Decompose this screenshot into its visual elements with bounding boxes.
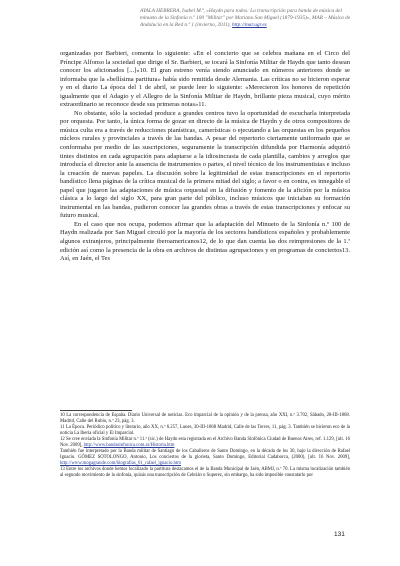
header-journal-link[interactable]: http://mar.ugr.es [232, 22, 267, 29]
footnote-12 [60, 437, 350, 449]
paragraph-3: En el caso que nos ocupa, podemos afirmar que la adaptación del Minueto de la Sinfonía n.º 100 de Haydn realizada por San Miguel circuló por la mayoría de los sectores bandísticos españoles y probablemente algunos extranjeros, principalmente iberoamericanos12, de lo que dan cuenta las dos reimpresiones de la 1.ª edición así como la presencia de la obra en archivos de distintas agrupaciones y en programas de conciertos13. Así, en Jaén, el Tes [60, 220, 350, 263]
paragraph-1: organizadas por Barbieri, comenta lo siguiente: «En el concierto que se celebra mañana en el Circo del Príncipe Alfonso la sociedad que dirige el Sr. Barbieri, se tocará la Sinfonía Militar de Haydn que tanto desean conocer los aficionados [...]»10. El gran estreno venía siendo anunciado en números anteriores donde se informaba que la «bellísima partitura» había sido remitida desde Alemania. Las críticas no se hicieron esperar y en el diario La época del 1 de abril, se puede leer lo siguiente: «Merecieron los honores de repetición igualmente que el Adagio y el Allegro de la Sinfonía Militar de Haydn, brillante pieza musical, cuyo mérito extraordinario se reconoce desde sus primeras notas»11. [60, 50, 350, 109]
footnote-12-link[interactable]: http://www.bandasinfonica.com.ar/Historia.htm [83, 443, 175, 448]
footnote-12-continued [60, 449, 350, 467]
footnote-separator [60, 410, 132, 411]
footnote-12b-link[interactable]: http://www.mogagrande.com/biografias_01_rafael_ignacio.htm [60, 461, 181, 466]
footnote-10: 10 La correspondencia de España. Diario Universal de noticias. Eco imparcial de la opinión y de la prensa, año XXI, n.º 3.702, Sábado, 28-III-1868. Madrid, Calle del Rubio, n.º 23, pág. 3. [60, 413, 350, 424]
footnote-13: 13 Entre los archivos donde hemos localizado la partitura destacamos el de la Banda Municipal de Jaén, ABMJ, n.º 70. La misma localización también al segundo movimiento de la sinfonía, quizás una transcripción de Cebrián o Superez, sin embargo, ha sido imposible constatarlo por [60, 467, 350, 478]
page-number: 131 [334, 531, 345, 538]
header-line-1: AYALA HERRERA, Isabel M.ª, «Haydn para todos: La transcripción para banda de música del [140, 8, 342, 14]
main-text [60, 50, 350, 264]
header-line-2: minueto de la Sinfonía n.º 100 "Militar" por Mariano San Miguel (1879-1935)», MAR – Música de [140, 15, 351, 22]
header-line-3 [140, 22, 390, 29]
footnotes [60, 413, 350, 479]
running-header [140, 8, 390, 30]
footnote-11: 11 La Época. Periódico político y literario, año XX, n.º 6.257, Lunes, 30-III-1868 Madrid, Calle de las Torres, 11, pág. 3. También se hicieron eco de la noticia La Iberia oficial y El Imparcial. [60, 425, 350, 436]
footnote-12b-text: También fue interpretado por la Banda militar de Santiago de los Caballeros de Santo Domingo, en la década de los 30, bajo la dirección de Rafael Ignacio. GÓMEZ SOTOLONGO, Antonio, Los conciertos de la glorieta, Santo Domingo, Editorial Cadaborca, (2000), [ult. 16 Nov. 2009], [60, 449, 350, 460]
header-line-3-text: Andalucía en la Red n.º 1 (invierno, 2011), [140, 22, 233, 29]
paragraph-2: No obstante, sólo la sociedad produce a grandes centros tuvo la oportunidad de escucharla interpretada por orquesta. Por tanto, la única forma de gozar en directo de la música de Haydn y de otros compositores de música culta era a través de reducciones pianísticas, camerísticas o ejecutando a las orquestas en los pequeños núcleos rurales y provinciales a través de las bandas. A pesar del repertorio ciertamente uniformado que se conformaba por medio de las suscripciones, seguramente la transcripción difundida por Harmonía adquirió tintes distintos en cada agrupación para adaptarse a la idiosincrasia de cada plantilla, cambios y arreglos que introducía el director ante la ausencia de instrumentos o partes, el nivel técnico de los instrumentistas e incluso la creación de nuevas papeles. La discusión sobre la legitimidad de estas transcripciones en el repertorio bandístico llena páginas de la crítica musical de la primera mitad del siglo; a favor o en contra, es innegable el papel que jugaron las adaptaciones de música orquestal en la difusión y fomento de la afición por la música clásica a lo largo del siglo XX, para gran parte del público, incluso músicos que iniciaban su formación instrumental en las bandas, pudieron conocer las grandes obras a través de estas transcripciones y enfocar su futuro musical. [60, 109, 350, 220]
footnote-12-text: 12 Se cree enviada la Sinfonía Militar n.º 11.ª (sic.) de Haydn esta registrada en el Archivo Banda Sinfónica Ciudad de Buenos Aires, ref. 1.129, [ult. 16 Nov. 2009], [60, 437, 350, 448]
